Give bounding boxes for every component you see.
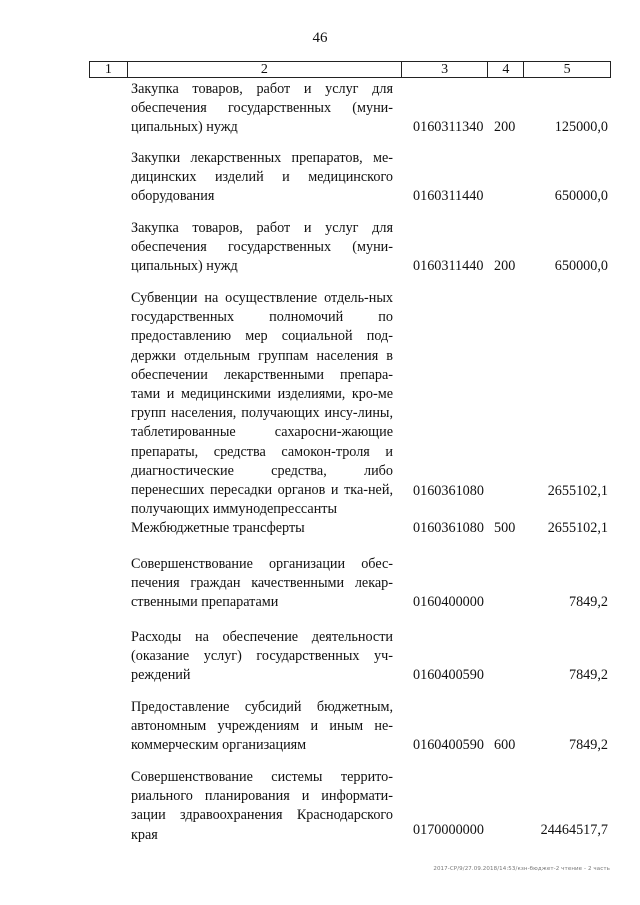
row-amount: 7849,2	[568, 594, 608, 610]
column-header-1: 1	[90, 62, 128, 77]
row-code: 0160400590	[413, 737, 484, 753]
row-code: 0170000000	[413, 822, 484, 838]
row-amount: 125000,0	[554, 119, 608, 135]
column-header-4: 4	[488, 62, 524, 77]
document-footer-stamp: 2017-CP/9/27.09.2018/14:53/кзн-бюджет-2 чтение - 2 часть	[433, 866, 610, 872]
row-code: 0160311440	[413, 258, 484, 274]
row-code: 0160311440	[413, 188, 484, 204]
row-name: Субвенции на осуществление отдель-ных государственных полномочий по предоставлению мер социальной под-держки отдельным группам населения в обеспечении лекарственными препара-тами и медицинскими изделиями, кро-ме групп населения, получающих инсу-лины, таблетированные сахаросни-жающие препараты, средства самокон-троля и диагностические средства, либо перенесших пересадки органов и тка-ней, получающих иммунодепрессанты	[131, 290, 393, 518]
row-type: 200	[494, 119, 516, 135]
row-code: 0160361080	[413, 520, 484, 536]
row-type: 200	[494, 258, 516, 274]
row-amount: 7849,2	[568, 737, 608, 753]
column-header-3: 3	[402, 62, 489, 77]
row-name: Совершенствование системы террито-риального планирования и информати-зации здравоохранения Краснодарского края	[131, 769, 393, 843]
row-name: Совершенствование организации обес-печения граждан качественными лекар-ственными препаратами	[131, 556, 393, 611]
row-code: 0160311340	[413, 119, 484, 135]
row-name: Предоставление субсидий бюджетным, автономным учреждениям и иным не-коммерческим организациям	[131, 699, 393, 754]
column-header-row	[89, 61, 611, 78]
row-name: Закупки лекарственных препаратов, ме-дицинских изделий и медицинского оборудования	[131, 150, 393, 205]
row-code: 0160400590	[413, 667, 484, 683]
row-code: 0160400000	[413, 594, 484, 610]
row-amount: 2655102,1	[547, 483, 608, 499]
row-amount: 650000,0	[554, 258, 608, 274]
row-amount: 2655102,1	[547, 520, 608, 536]
row-type: 500	[494, 520, 516, 536]
row-name: Межбюджетные трансферты	[131, 520, 305, 536]
row-name: Закупка товаров, работ и услуг для обеспечения государственных (муни-ципальных) нужд	[131, 81, 393, 136]
row-name: Расходы на обеспечение деятельности (оказание услуг) государственных уч-реждений	[131, 629, 393, 684]
row-type: 600	[494, 737, 516, 753]
row-amount: 24464517,7	[540, 822, 608, 838]
row-code: 0160361080	[413, 483, 484, 499]
page-number: 46	[312, 30, 328, 46]
column-header-2: 2	[128, 62, 402, 77]
row-amount: 650000,0	[554, 188, 608, 204]
row-amount: 7849,2	[568, 667, 608, 683]
column-header-5: 5	[563, 62, 571, 77]
row-name: Закупка товаров, работ и услуг для обеспечения государственных (муни-ципальных) нужд	[131, 220, 393, 275]
